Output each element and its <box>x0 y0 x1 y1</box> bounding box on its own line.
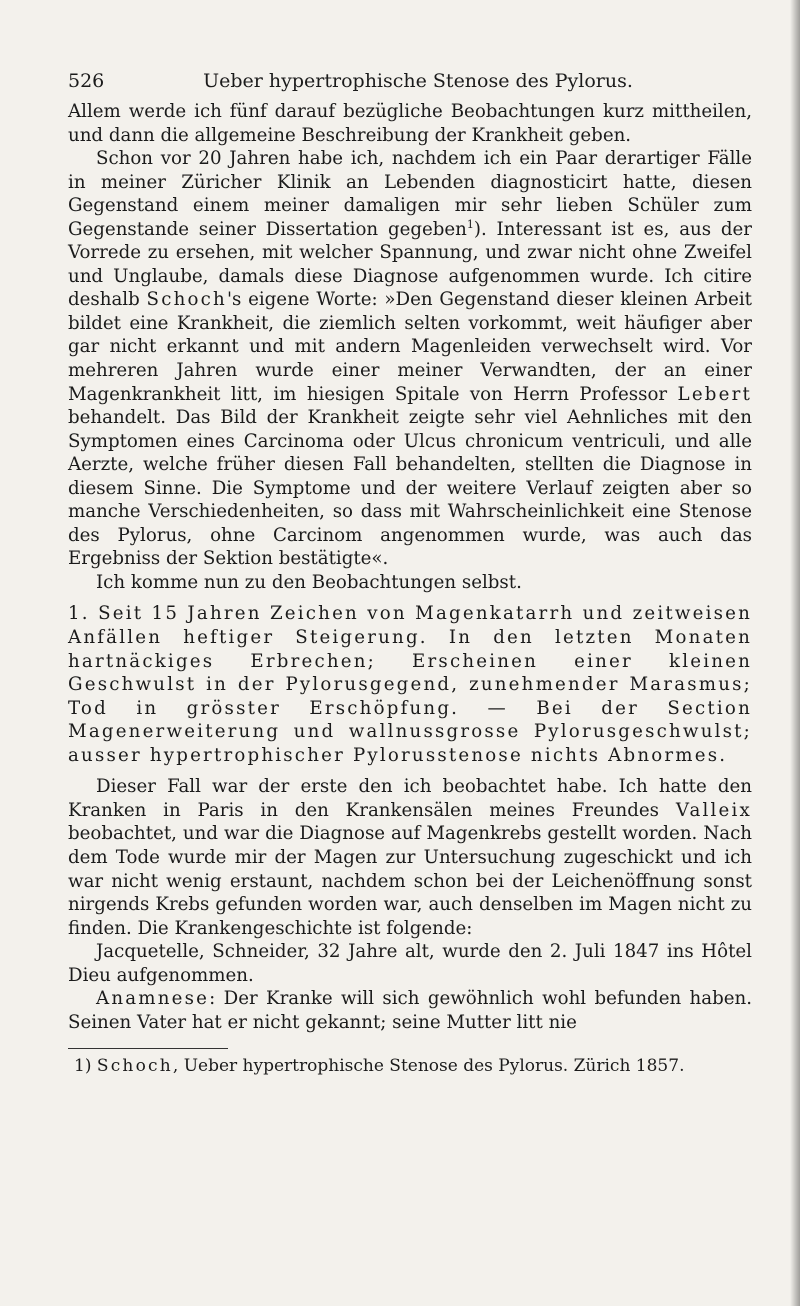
history-text-c: 's eigene Worte: »Den Gegenstand dieser kleinen Arbeit bildet eine Krankheit, die ziemlich selten vorkommt, weit häufiger aber gar nicht erkannt und mit andern Magenleiden verwechselt wird. Vor mehreren Jahren wurde einer meiner Verwandten, der an einer Magenkrankheit litt, im hiesigen Spitale von Herrn Professor <box>68 289 752 405</box>
paragraph-history <box>68 147 752 571</box>
footnote-ref: 1 <box>466 217 474 231</box>
author-name-valleix: Valleix <box>675 799 752 821</box>
anamnese-text: : Der Kranke will sich gewöhnlich wohl befunden haben. Seinen Vater hat er nicht gekannt; seine Mutter litt nie <box>68 988 752 1033</box>
history-text-d: behandelt. Das Bild der Krankheit zeigte sehr viel Aehnliches mit den Symptomen eines Carcinoma oder Ulcus chronicum ventriculi, und alle Aerzte, welche früher diesen Fall behandelten, stellten die Diagnose in diesem Sinne. Die Symptome und der weitere Verlauf zeigten aber so manche Verschiedenheiten, so dass mit Wahrscheinlichkeit eine Stenose des Pylorus, ohne Carcinom angenommen wurde, was auch das Ergebniss der Sektion bestätigte«. <box>68 407 752 570</box>
paragraph-patient: Jacquetelle, Schneider, 32 Jahre alt, wurde den 2. Juli 1847 ins Hôtel Dieu aufgenommen. <box>68 941 752 986</box>
book-page <box>68 70 752 1077</box>
paragraph-transition: Ich komme nun zu den Beobachtungen selbst. <box>96 571 522 593</box>
history-text-a: Schon vor 20 Jahren habe ich, nachdem ich ein Paar derartiger Fälle in meiner Züricher Klinik an Lebenden diagnosticirt hatte, diesen Gegenstand einem meiner damaligen mir sehr lieben Schüler zum Gegenstande seiner Dissertation gegeben <box>68 148 752 240</box>
footnote-text: , Ueber hypertrophische Stenose des Pylorus. Zürich 1857. <box>172 1056 685 1077</box>
paragraph-intro: Allem werde ich fünf darauf bezügliche Beobachtungen kurz mittheilen, und dann die allgemeine Beschreibung der Krankheit geben. <box>68 101 752 146</box>
case-heading-1: 1. Seit 15 Jahren Zeichen von Magenkatarrh und zeitweisen Anfällen heftiger Steigerung. In den letzten Monaten hartnäckiges Erbrechen; Erscheinen einer kleinen Geschwulst in der Pylorusgegend, zunehmender Marasmus; Tod in grösster Erschöpfung. — Bei der Section Magenerweiterung und wallnussgrosse Pylorusgeschwulst; ausser hypertrophischer Pylorusstenose nichts Abnormes. <box>68 603 752 766</box>
footnote-divider <box>68 1048 228 1049</box>
running-head <box>68 70 752 100</box>
discussion-text-a: Dieser Fall war der erste den ich beobachtet habe. Ich hatte den Kranken in Paris in den Krankensälen meines Freundes <box>68 776 752 821</box>
footnote-author: Schoch <box>96 1056 173 1077</box>
anamnese-label: Anamnese <box>96 988 210 1010</box>
footnote <box>68 1055 752 1077</box>
paragraph-anamnese <box>68 987 752 1034</box>
discussion-text-b: beobachtet, und war die Diagnose auf Magenkrebs gestellt worden. Nach dem Tode wurde mir der Magen zur Untersuchung zugeschickt und ich war nicht wenig erstaunt, nachdem schon bei der Leichenöffnung sonst nirgends Krebs gefunden worden war, auch denselben im Magen nicht zu finden. Die Krankengeschichte ist folgende: <box>68 823 752 939</box>
footnote-marker: 1) <box>74 1056 92 1077</box>
history-text-b: ). Interessant ist es, aus der Vorrede zu ersehen, mit welcher Spannung, und zwar nicht ohne Zweifel und Unglaube, damals diese Diagnose aufgenommen wurde. Ich citire deshalb <box>68 218 752 311</box>
running-title: Ueber hypertrophische Stenose des Pylorus. <box>203 70 633 92</box>
author-name-schoch: Schoch <box>146 289 227 311</box>
page-edge-shadow <box>790 0 800 1306</box>
paragraph-case-discussion <box>68 775 752 940</box>
page-number: 526 <box>68 70 105 92</box>
body-text <box>68 100 752 1034</box>
author-name-lebert: Lebert <box>677 383 752 405</box>
